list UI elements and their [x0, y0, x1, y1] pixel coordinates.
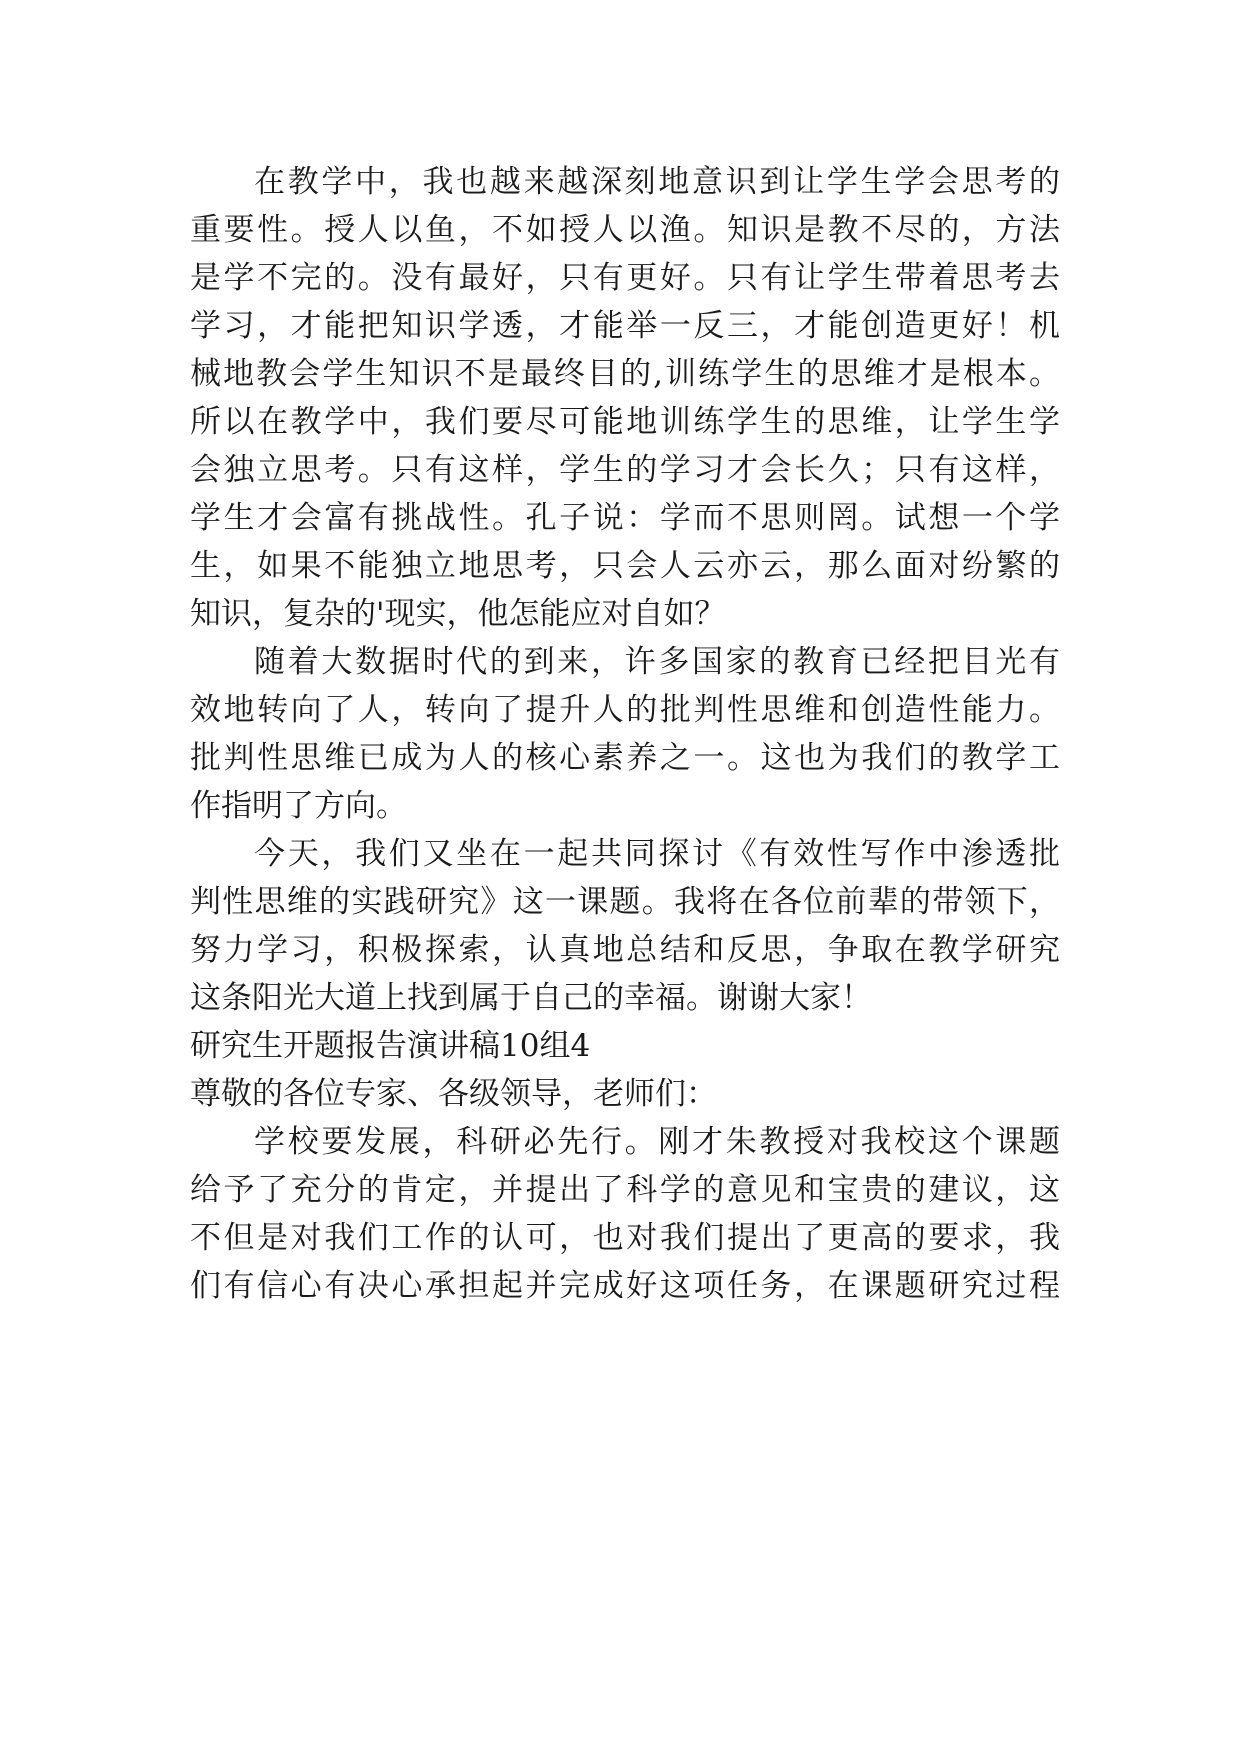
- text-line: 所以在教学中，我们要尽可能地训练学生的思维，让学生学: [190, 404, 1060, 440]
- text-line: 会独立思考。只有这样，学生的学习才会长久；只有这样，: [190, 452, 1060, 488]
- text-line: 学校要发展，科研必先行。刚才朱教授对我校这个课题: [254, 1124, 1060, 1160]
- text-line: 作指明了方向。: [190, 788, 407, 824]
- text-line: 给予了充分的肯定，并提出了科学的意见和宝贵的建议，这: [190, 1172, 1060, 1208]
- text-line: 在教学中，我也越来越深刻地意识到让学生学会思考的: [254, 164, 1060, 200]
- text-line: 这条阳光大道上找到属于自己的幸福。谢谢大家！: [190, 980, 872, 1016]
- text-line: 尊敬的各位专家、各级领导，老师们：: [190, 1076, 717, 1112]
- text-line: 学生才会富有挑战性。孔子说：学而不思则罔。试想一个学: [190, 500, 1060, 536]
- text-line: 学习，才能把知识学透，才能举一反三，才能创造更好！机: [190, 308, 1060, 344]
- text-line: 是学不完的。没有最好，只有更好。只有让学生带着思考去: [190, 260, 1060, 296]
- text-line: 们有信心有决心承担起并完成好这项任务，在课题研究过程: [190, 1268, 1060, 1304]
- text-line: 批判性思维已成为人的核心素养之一。这也为我们的教学工: [190, 740, 1060, 776]
- section-heading: [190, 1022, 1060, 1070]
- text-line: 械地教会学生知识不是最终目的,训练学生的思维才是根本。: [190, 356, 1060, 392]
- text-line: 不但是对我们工作的认可，也对我们提出了更高的要求，我: [190, 1220, 1060, 1256]
- text-line: 生，如果不能独立地思考，只会人云亦云，那么面对纷繁的: [190, 548, 1060, 584]
- text-line: 研究生开题报告演讲稿10组4: [190, 1028, 591, 1064]
- paragraph-thinking-importance: [190, 158, 1060, 638]
- salutation: [190, 1070, 1060, 1118]
- text-line: 效地转向了人，转向了提升人的批判性思维和创造性能力。: [190, 692, 1060, 728]
- paragraph-research-topic: [190, 830, 1060, 1022]
- text-line: 重要性。授人以鱼，不如授人以渔。知识是教不尽的，方法: [190, 212, 1060, 248]
- paragraph-big-data-era: [190, 638, 1060, 830]
- paragraph-school-development: [190, 1118, 1060, 1310]
- text-line: 今天，我们又坐在一起共同探讨《有效性写作中渗透批: [254, 836, 1060, 872]
- text-line: 努力学习，积极探索，认真地总结和反思，争取在教学研究: [190, 932, 1060, 968]
- text-line: 知识，复杂的'现实，他怎能应对自如？: [190, 596, 726, 632]
- text-line: 随着大数据时代的到来，许多国家的教育已经把目光有: [254, 644, 1060, 680]
- document-body: [190, 158, 1060, 1310]
- text-line: 判性思维的实践研究》这一课题。我将在各位前辈的带领下，: [190, 884, 1060, 920]
